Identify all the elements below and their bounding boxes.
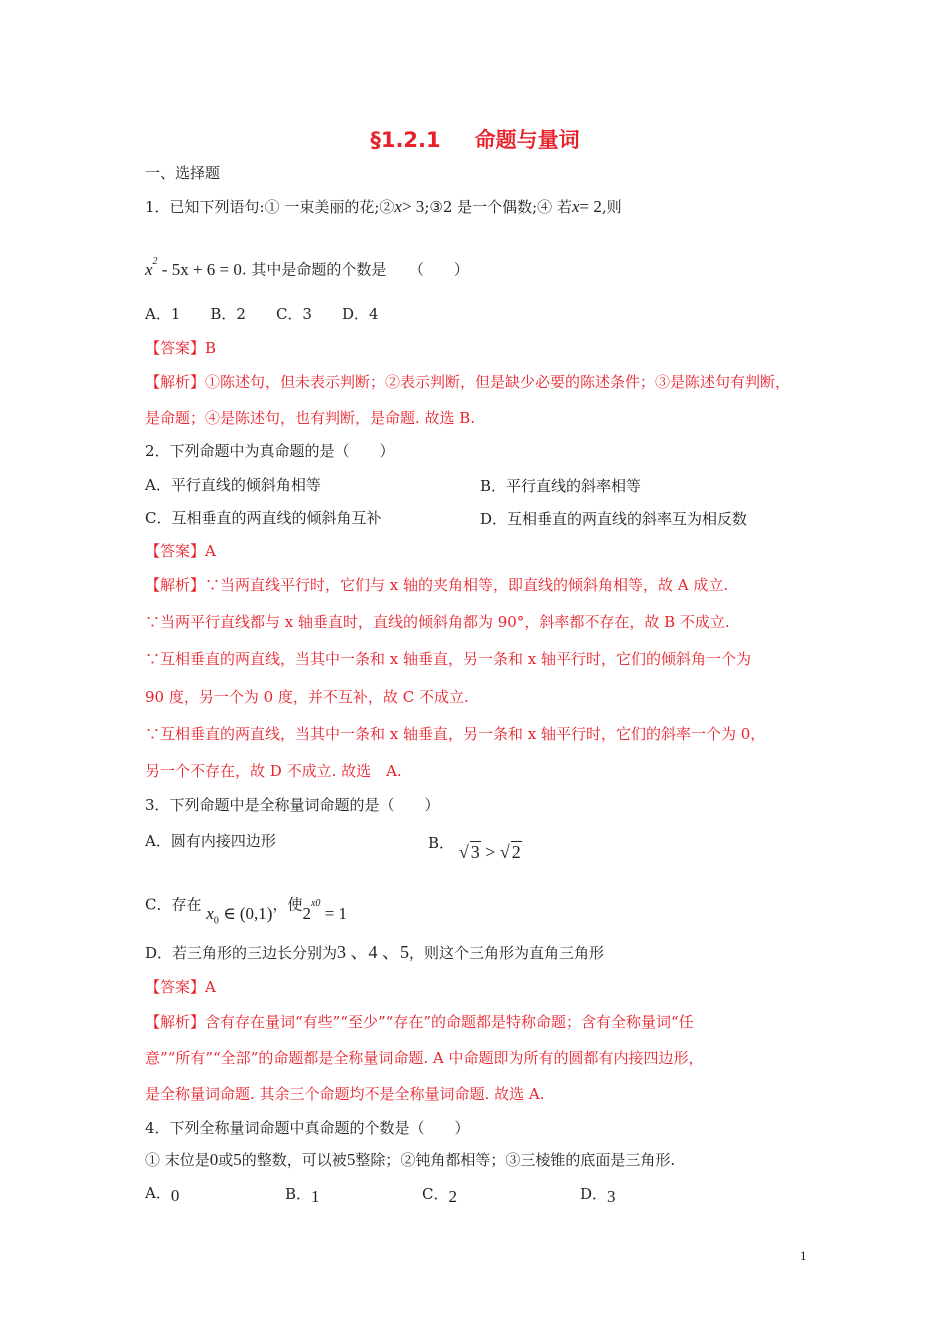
section-number: §1.2.1 [370, 128, 441, 152]
q3-option-d: D．若三角形的三边长分别为3 、4 、5，则这个三角形为直角三角形 [145, 942, 605, 962]
q3-option-b: B． √ 3 > √ 2 [428, 834, 521, 862]
q1-stem-line1: 1．已知下列语句:① 一束美丽的花;②x> 3;③2 是一个偶数;④ 若x= 2,则 [145, 197, 622, 216]
q2-analysis-line1: 【解析】∵当两直线平行时，它们与 x 轴的夹角相等，即直线的倾斜角相等，故 A 成立. [145, 576, 729, 594]
section-heading: 一、选择题 [145, 164, 221, 182]
q2-analysis-line6: 另一个不存在，故 D 不成立. 故选 A. [145, 762, 402, 780]
q4-statements: ① 末位是0或5的整数，可以被5整除；②钝角都相等；③三棱锥的底面是三角形. [145, 1150, 676, 1169]
q2-option-a: A．平行直线的倾斜角相等 [145, 476, 321, 494]
q1-options: A．1 B．2 C．3 D．4 [145, 305, 379, 323]
q4-option-c: C．2 [422, 1185, 457, 1206]
q2-option-c: C．互相垂直的两直线的倾斜角互补 [145, 509, 382, 527]
q2-analysis-line2: ∵当两平行直线都与 x 轴垂直时，直线的倾斜角都为 90°，斜率都不存在，故 B 不成立. [145, 613, 730, 631]
q4-stem: 4．下列全称量词命题中真命题的个数是（ ） [145, 1119, 470, 1137]
q1-equation: $x^2 - 5x + 6 = 0$ [145, 256, 242, 279]
q2-analysis-line3: ∵互相垂直的两直线，当其中一条和 x 轴垂直，另一条和 x 轴平行时，它们的倾斜角一个为 [145, 650, 751, 668]
q3-option-a: A．圆有内接四边形 [145, 832, 276, 850]
q3-option-c: C．存在 $x_0$ ∈ (0,1)，使$2^{x0} = 1$ [145, 895, 348, 927]
q4-option-d: D．3 [580, 1185, 616, 1206]
q2-analysis-line5: ∵互相垂直的两直线，当其中一条和 x 轴垂直，另一条和 x 轴平行时，它们的斜率一个为 0， [145, 725, 766, 743]
page-number: 1 [800, 1248, 807, 1263]
q4-option-a: A．0 [145, 1184, 180, 1205]
q4-option-b: B．1 [285, 1185, 320, 1206]
page-title [0, 124, 950, 154]
q1-analysis-line1: 【解析】①陈述句，但未表示判断；②表示判断，但是缺少必要的陈述条件；③是陈述句有判断， [145, 373, 791, 391]
q3-option-b-math: √ 3 > √ 2 [458, 842, 521, 862]
q2-analysis-line4: 90 度，另一个为 0 度，并不互补，故 C 不成立. [145, 688, 469, 706]
q3-analysis-line3: 是全称量词命题. 其余三个命题均不是全称量词命题. 故选 A. [145, 1085, 545, 1103]
q1-answer: 【答案】B [145, 339, 217, 357]
q2-stem: 2．下列命题中为真命题的是（ ） [145, 442, 395, 460]
q3-option-c-math: $x_0$ ∈ (0,1) [206, 903, 273, 927]
q2-option-b: B．平行直线的斜率相等 [480, 477, 642, 495]
q1-stem-line2: $x^2 - 5x + 6 = 0$. 其中是命题的个数是 （ ） [145, 256, 469, 279]
q3-answer: 【答案】A [145, 978, 216, 996]
title-text: 命题与量词 [474, 128, 580, 152]
q3-stem: 3．下列命题中是全称量词命题的是（ ） [145, 796, 440, 814]
q3-analysis-line1: 【解析】含有存在量词“有些”“至少”“存在”的命题都是特称命题；含有全称量词“任 [145, 1013, 694, 1031]
q2-option-d: D．互相垂直的两直线的斜率互为相反数 [480, 510, 748, 528]
q2-answer: 【答案】A [145, 542, 216, 560]
q3-option-c-power: $2^{x0} = 1$ [302, 898, 348, 923]
q1-analysis-line2: 是命题；④是陈述句，也有判断，是命题. 故选 B. [145, 409, 476, 427]
q3-analysis-line2: 意”“所有”“全部”的命题都是全称量词命题. A 中命题即为所有的圆都有内接四边形， [145, 1049, 704, 1067]
